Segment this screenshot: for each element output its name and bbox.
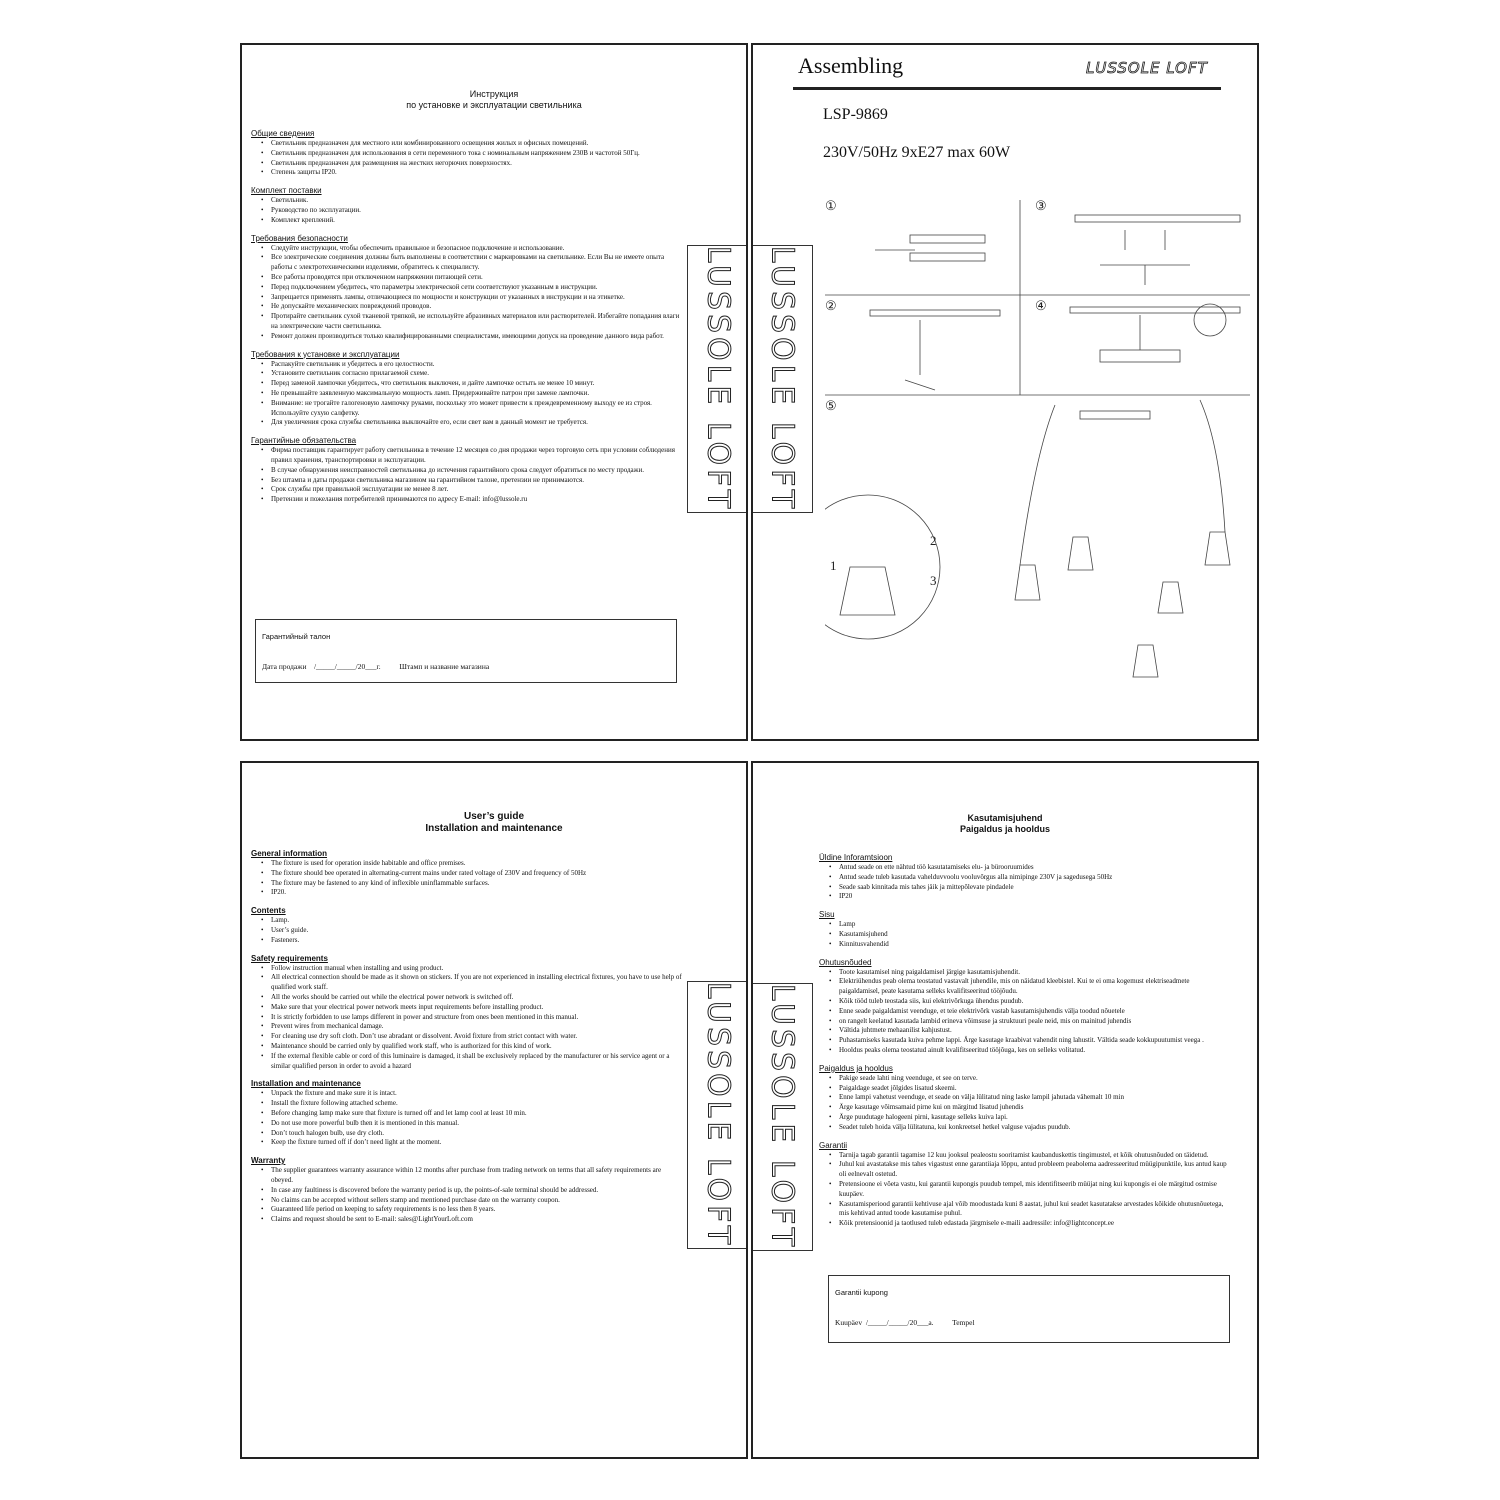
list-item: • Ärge puudutage halogeeni pirni, kasutage selleks kuiva lapi. bbox=[839, 1113, 1229, 1123]
section-heading: Installation and maintenance bbox=[251, 1079, 361, 1089]
list-item: • Претензии и пожелания потребителей принимаются по адресу E-mail: info@lussole.ru bbox=[271, 495, 683, 505]
page-english-guide bbox=[240, 761, 748, 1459]
section-heading: Ohutusnõuded bbox=[819, 957, 872, 967]
bullet-list bbox=[251, 244, 683, 342]
list-item: • Внимание: не трогайте галогеновую лампочку руками, поскольку это может привести к преждевременному выходу ее из строя. Используйте сухую салфетку. bbox=[271, 399, 683, 419]
list-item: • Все электрические соединения должны быть выполнены в соответствии с маркировками на светильнике. Если Вы не имеете опыта работы с электротехническими изделиями, обратитесь к специалисту. bbox=[271, 253, 683, 273]
list-item: • Светильник предназначен для использования в сети переменного тока с номинальным напряжением 230В и частотой 50Гц. bbox=[271, 149, 683, 159]
section bbox=[251, 954, 683, 1072]
list-item: • Maintenance should be carried only by qualified work staff, who is authorized for this kind of work. bbox=[271, 1042, 683, 1052]
list-item: • The fixture may be fastened to any kind of inflexible uninflammable surfaces. bbox=[271, 879, 683, 889]
list-item: • Kasutamisjuhend bbox=[839, 930, 1229, 940]
section bbox=[251, 186, 683, 225]
coupon-title: Garantii kupong bbox=[835, 1288, 888, 1297]
list-item: • No claims can be accepted without sellers stamp and mentioned purchase date on the warranty coupon. bbox=[271, 1196, 683, 1206]
doc-title: Kasutamisjuhend Paigaldus ja hooldus bbox=[959, 813, 1050, 834]
list-item: • Перед подключением убедитесь, что параметры электрической сети соответствуют указанным в инструкции. bbox=[271, 283, 683, 293]
list-item: • Toote kasutamisel ning paigaldamisel järgige kasutamisjuhendit. bbox=[839, 968, 1229, 978]
section bbox=[819, 910, 1229, 949]
electrical-spec: 230V/50Hz 9xE27 max 60W bbox=[823, 144, 1011, 161]
list-item: • Светильник предназначен для местного или комбинированного освещения жилых и офисных помещений. bbox=[271, 139, 683, 149]
list-item: • Hooldus peaks olema teostatud ainult kvalifitseeritud tööjõuga, kes on selleks volitatud. bbox=[839, 1046, 1229, 1056]
section-heading: Гарантийные обязательства bbox=[251, 436, 357, 446]
bullet-list bbox=[251, 916, 683, 945]
section-heading: Общие сведения bbox=[251, 129, 315, 138]
section-heading: Contents bbox=[251, 906, 286, 916]
list-item: • Elektriühendus peab olema teostatud vastavalt juhendile, mis on näidatud kleebistel. Kui te ei oma kogemust elektriseadmete paigaldamisel, peate kasutama selleks kvalifitseeritud tööjõudu. bbox=[839, 977, 1229, 997]
list-item: • Antud seade tuleb kasutada vahelduvvoolu vooluvõrgus alla nimipinge 230V ja sagedusega 50Hz bbox=[839, 873, 1229, 883]
list-item: • Kinnitusvahendid bbox=[839, 940, 1229, 950]
section bbox=[819, 1141, 1229, 1229]
section-heading: Требования безопасности bbox=[251, 233, 348, 243]
list-item: • IP20 bbox=[839, 892, 1229, 902]
bullet-list bbox=[819, 920, 1229, 949]
list-item: • All the works should be carried out while the electrical power network is switched off. bbox=[271, 993, 683, 1003]
list-item: • Pretensioone ei võeta vastu, kui garantii kupongis puudub tempel, mis identifitseerib müüjat ning kui kupongis ei ole märgitud ostmise kuupäev. bbox=[839, 1180, 1229, 1200]
list-item: • Распакуйте светильник и убедитесь в его целостности. bbox=[271, 360, 683, 370]
list-item: • Комплект креплений. bbox=[271, 216, 683, 226]
bullet-list bbox=[819, 1074, 1229, 1133]
callout-1: 1 bbox=[830, 558, 837, 573]
list-item: • If the external flexible cable or cord of this luminaire is damaged, it shall be exclusively replaced by the manufacturer or his service agent or a similar qualified person in order to avoid a hazard bbox=[271, 1052, 683, 1072]
section bbox=[251, 436, 683, 505]
list-item: • The fixture is used for operation inside habitable and office premises. bbox=[271, 859, 683, 869]
section bbox=[251, 1079, 683, 1148]
side-logo: LUSSOLE LOFT bbox=[751, 983, 813, 1251]
bullet-list bbox=[251, 1166, 683, 1225]
list-item: • Kõik tööd tuleb teostada siis, kui elektrivõrkuga ühendus puudub. bbox=[839, 997, 1229, 1007]
list-item: • User’s guide. bbox=[271, 926, 683, 936]
list-item: • В случае обнаружения неисправностей светильника до истечения гарантийного срока следует обратиться по месту продажи. bbox=[271, 466, 683, 476]
instructions-content bbox=[251, 841, 683, 1225]
model-number: LSP-9869 bbox=[823, 106, 888, 123]
section-heading: Sisu bbox=[819, 910, 835, 920]
list-item: • Без штампа и даты продажи светильника магазином на гарантийном талоне, претензии не принимаются. bbox=[271, 476, 683, 486]
section bbox=[251, 906, 683, 945]
list-item: • The supplier guarantees warranty assurance within 12 months after purchase from trading network on terms that all safety requirements are obeyed. bbox=[271, 1166, 683, 1186]
list-item: • Ärge kasutage võimsamaid pirne kui on märgitud lisatud juhendis bbox=[839, 1103, 1229, 1113]
section bbox=[251, 1156, 683, 1225]
section-heading: General information bbox=[251, 849, 328, 858]
section-heading: Требования к установке и эксплуатации bbox=[251, 349, 400, 359]
section-heading: Warranty bbox=[251, 1156, 286, 1166]
coupon-line: Kuupäev /_____/_____/20___a. Tempel bbox=[835, 1318, 975, 1327]
list-item: • Светильник. bbox=[271, 196, 683, 206]
bullet-list bbox=[819, 968, 1229, 1056]
bullet-list bbox=[819, 863, 1229, 902]
side-logo: LUSSOLE LOFT bbox=[687, 245, 748, 513]
step-1-label: ① bbox=[825, 198, 837, 213]
step-4-label: ④ bbox=[1035, 298, 1047, 313]
list-item: • In case any faultiness is discovered before the warranty period is up, the points-of-sale terminal should be addressed. bbox=[271, 1186, 683, 1196]
list-item: • Pakige seade lahti ning veenduge, et see on terve. bbox=[839, 1074, 1229, 1084]
coupon-line: Дата продажи /_____/_____/20___г. Штамп и название магазина bbox=[262, 662, 490, 671]
assembly-title: Assembling bbox=[798, 53, 904, 78]
page-assembly bbox=[751, 43, 1259, 741]
list-item: • Keep the fixture turned off if don’t need light at the moment. bbox=[271, 1138, 683, 1148]
list-item: • Seadet tuleb hoida välja lülitatuna, kui konkreetsel hetkel valguse vajadus puudub. bbox=[839, 1123, 1229, 1133]
section-heading: Комплект поставки bbox=[251, 186, 322, 196]
list-item: • The fixture should bee operated in alternating-current mains under rated voltage of 230V and frequency of 50Hz bbox=[271, 869, 683, 879]
list-item: • Протирайте светильник сухой тканевой тряпкой, не используйте абразивных материалов или растворителей. Избегайте попадания влаги на электрические части светильника. bbox=[271, 312, 683, 332]
list-item: • Guaranteed life period on keeping to safety requirements is no less then 8 years. bbox=[271, 1205, 683, 1215]
doc-title: Инструкция по установке и эксплуатации светильника bbox=[406, 89, 582, 110]
list-item: • Do not use more powerful bulb then it is mentioned in this manual. bbox=[271, 1119, 683, 1129]
list-item: • Светильник предназначен для размещения на жестких негорючих поверхностях. bbox=[271, 159, 683, 169]
list-item: • Lamp bbox=[839, 920, 1229, 930]
step-2-label: ② bbox=[825, 298, 837, 313]
list-item: • Enne lampi vahetust veenduge, et seade on välja lülitatud ning laske lampil jahutada vähemalt 10 min bbox=[839, 1093, 1229, 1103]
list-item: • Antud seade on ette nähtud töö kasutatamiseks elu- ja bürooruumides bbox=[839, 863, 1229, 873]
list-item: • Установите светильник согласно прилагаемой схеме. bbox=[271, 369, 683, 379]
step-3-label: ③ bbox=[1035, 198, 1047, 213]
list-item: • Prevent wires from mechanical damage. bbox=[271, 1022, 683, 1032]
list-item: • Seade saab kinnitada mis tahes jäik ja mittepõlevate pindadele bbox=[839, 883, 1229, 893]
list-item: • Vältida juhtmete mehaanilist kahjustust. bbox=[839, 1026, 1229, 1036]
section-heading: Paigaldus ja hooldus bbox=[819, 1063, 893, 1073]
list-item: • For cleaning use dry soft cloth. Don’t use abradant or dissolvent. Avoid fixture from strict contact with water. bbox=[271, 1032, 683, 1042]
bullet-list bbox=[251, 196, 683, 225]
side-logo: LUSSOLE LOFT bbox=[751, 245, 813, 513]
list-item: • Следуйте инструкции, чтобы обеспечить правильное и безопасное подключение и использование. bbox=[271, 244, 683, 254]
section bbox=[251, 234, 683, 342]
list-item: • Перед заменой лампочки убедитесь, что светильник выключен, и дайте лампочке остыть не менее 10 минут. bbox=[271, 379, 683, 389]
list-item: • Запрещается применять лампы, отличающиеся по мощности и конструкции от указанных в инструкции и на этикетке. bbox=[271, 293, 683, 303]
section bbox=[819, 958, 1229, 1056]
list-item: • Kasutamisperiood garantii kehtivuse ajal võib moodustada kuni 8 aastat, juhul kui seadet kasutatakse arvestades kõikide ohutusnõuetega, mis kehtivad antud toode kasutamise puhul. bbox=[839, 1200, 1229, 1220]
instructions-content bbox=[819, 845, 1229, 1229]
bullet-list bbox=[251, 360, 683, 429]
list-item: • Juhul kui avastatakse mis tahes vigastust enne garantiiaja lõppu, antud probleem peabolema aadresseeritud müügipunktile, kus antud kaup oli eelnevalt ostetud. bbox=[839, 1160, 1229, 1180]
bullet-list bbox=[251, 446, 683, 505]
list-item: • Ремонт должен производиться только квалифицированными специалистами, имеющими допуск на проведение данного вида работ. bbox=[271, 332, 683, 342]
list-item: • Claims and request should be sent to E-mail: sales@LightYourLoft.com bbox=[271, 1215, 683, 1225]
list-item: • Lamp. bbox=[271, 916, 683, 926]
bullet-list bbox=[819, 1151, 1229, 1229]
list-item: • Степень защиты IP20. bbox=[271, 168, 683, 178]
list-item: • Все работы проводятся при отключенном напряжении питающей сети. bbox=[271, 273, 683, 283]
callout-2: 2 bbox=[930, 533, 937, 548]
section bbox=[819, 1064, 1229, 1133]
section-heading: Üldine Inforamtsioon bbox=[819, 853, 893, 862]
list-item: • Срок службы при правильной эксплуатации не менее 8 лет. bbox=[271, 485, 683, 495]
page-estonian-guide bbox=[751, 761, 1259, 1459]
list-item: • Не превышайте заявленную максимальную мощность ламп. Придерживайте патрон при замене лампочки. bbox=[271, 389, 683, 399]
list-item: • All electrical connection should be made as it shown on stickers. If you are not experienced in installing electrical fixtures, you have to use help of qualified work staff. bbox=[271, 973, 683, 993]
section bbox=[251, 350, 683, 429]
instructions-content bbox=[251, 121, 683, 505]
section bbox=[819, 853, 1229, 902]
side-logo: LUSSOLE LOFT bbox=[687, 981, 748, 1249]
bullet-list bbox=[251, 859, 683, 898]
list-item: • Руководство по эксплуатации. bbox=[271, 206, 683, 216]
coupon-title: Гарантийный талон bbox=[262, 632, 331, 641]
step-5-label: ⑤ bbox=[825, 398, 837, 413]
section-heading: Garantii bbox=[819, 1140, 848, 1150]
assembly-diagram bbox=[825, 195, 1255, 695]
list-item: • Fasteners. bbox=[271, 936, 683, 946]
list-item: • It is strictly forbidden to use lamps different in power and structure from ones been mentioned in this manual. bbox=[271, 1013, 683, 1023]
list-item: • on rangelt keelatud kasutada lambid erineva võimsuse ja struktuuri peale neid, mis on mainitud juhendis bbox=[839, 1017, 1229, 1027]
list-item: • Unpack the fixture and make sure it is intact. bbox=[271, 1089, 683, 1099]
bullet-list bbox=[251, 1089, 683, 1148]
list-item: • IP20. bbox=[271, 888, 683, 898]
section-heading: Safety requirements bbox=[251, 953, 328, 963]
warranty-coupon bbox=[255, 619, 677, 683]
list-item: • Tarnija tagab garantii tagamise 12 kuu jooksul pealeostu sooritamist kaubanduskettis tingimustel, et kõik ohutusnõuded on täidetud. bbox=[839, 1151, 1229, 1161]
list-item: • Для увеличения срока службы светильника выключайте его, если свет вам в данный момент не требуется. bbox=[271, 418, 683, 428]
list-item: • Фирма поставщик гарантирует работу светильника в течение 12 месяцев со дня продажи через торговую сеть при условии соблюдения правил хранения, транспортировки и эксплуатации. bbox=[271, 446, 683, 466]
list-item: • Paigaldage seadet jõlgides lisatud skeemi. bbox=[839, 1084, 1229, 1094]
callout-3: 3 bbox=[930, 573, 937, 588]
list-item: • Before changing lamp make sure that fixture is turned off and let lamp cool at least 10 min. bbox=[271, 1109, 683, 1119]
bullet-list bbox=[251, 964, 683, 1072]
doc-title: User’s guide Installation and maintenance bbox=[425, 811, 563, 834]
section bbox=[251, 849, 683, 898]
list-item: • Make sure that your electrical power network meets input requirements before installing product. bbox=[271, 1003, 683, 1013]
list-item: • Install the fixture following attached scheme. bbox=[271, 1099, 683, 1109]
section bbox=[251, 129, 683, 178]
header-rule bbox=[793, 87, 1221, 90]
page-russian-instructions bbox=[240, 43, 748, 741]
list-item: • Kõik pretensioonid ja taotlused tuleb edastada järgmisele e-maili aadressile: info@lightconcept.ee bbox=[839, 1219, 1229, 1229]
list-item: • Puhastamiseks kasutada kuiva pehme lappi. Ärge kasutage kraabivat vahendit ning lahustit. Vältida seade kokkupuutumist veega . bbox=[839, 1036, 1229, 1046]
list-item: • Follow instruction manual when installing and using product. bbox=[271, 964, 683, 974]
list-item: • Enne seade paigaldamist veenduge, et teie elektrivõrk vastab kasutamisjuhendis välja toodud nõuetele bbox=[839, 1007, 1229, 1017]
list-item: • Don’t touch halogen bulb, use dry cloth. bbox=[271, 1129, 683, 1139]
warranty-coupon bbox=[828, 1275, 1230, 1343]
list-item: • Не допускайте механических повреждений проводов. bbox=[271, 302, 683, 312]
brand-logo: LUSSOLE LOFT bbox=[1086, 59, 1208, 77]
bullet-list bbox=[251, 139, 683, 178]
